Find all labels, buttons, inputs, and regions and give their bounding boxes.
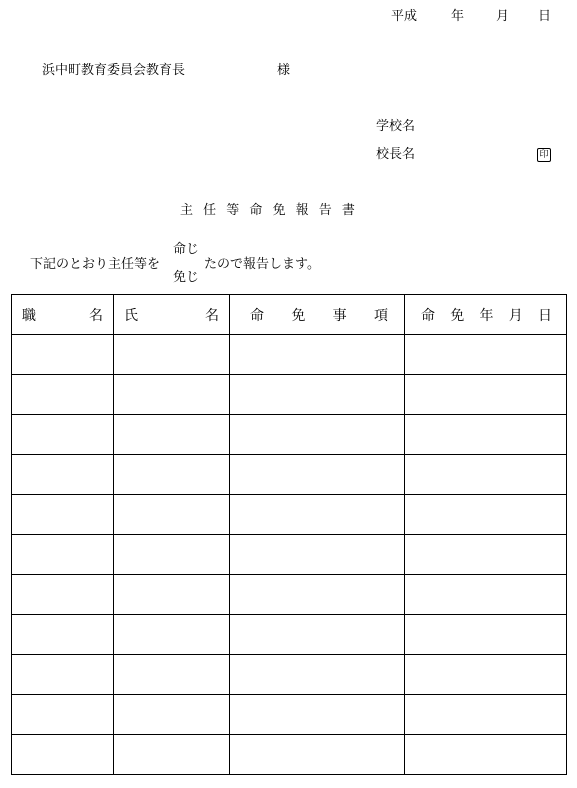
cell-appointment-item[interactable] bbox=[230, 655, 405, 695]
recipient-addressee: 浜中町教育委員会教育長 bbox=[42, 63, 186, 78]
cell-name[interactable] bbox=[114, 575, 230, 615]
table-row bbox=[12, 455, 567, 495]
cell-appointment-item[interactable] bbox=[230, 415, 405, 455]
date-era: 平成 bbox=[391, 9, 418, 24]
cell-position[interactable] bbox=[12, 575, 114, 615]
cell-name[interactable] bbox=[114, 335, 230, 375]
cell-appointment-item[interactable] bbox=[230, 375, 405, 415]
cell-appointment-item[interactable] bbox=[230, 735, 405, 775]
cell-appointment-item[interactable] bbox=[230, 615, 405, 655]
cell-appointment-item[interactable] bbox=[230, 695, 405, 735]
cell-appointment-date[interactable] bbox=[405, 655, 567, 695]
seal-mark: 印 bbox=[537, 148, 551, 162]
cell-position[interactable] bbox=[12, 375, 114, 415]
cell-position[interactable] bbox=[12, 615, 114, 655]
body-suffix: たので報告します。 bbox=[204, 257, 320, 272]
principal-name-label: 校長名 bbox=[376, 147, 416, 162]
recipient-honorific: 様 bbox=[277, 63, 291, 78]
header-position: 職 名 bbox=[12, 295, 114, 335]
cell-position[interactable] bbox=[12, 495, 114, 535]
date-month: 月 bbox=[496, 9, 510, 24]
table-row bbox=[12, 655, 567, 695]
option-dismiss: 免じ bbox=[173, 270, 200, 285]
cell-name[interactable] bbox=[114, 615, 230, 655]
cell-name[interactable] bbox=[114, 415, 230, 455]
cell-name[interactable] bbox=[114, 375, 230, 415]
table-row bbox=[12, 375, 567, 415]
header-appointment-item: 命 免 事 項 bbox=[230, 295, 405, 335]
cell-appointment-item[interactable] bbox=[230, 535, 405, 575]
cell-appointment-date[interactable] bbox=[405, 575, 567, 615]
cell-position[interactable] bbox=[12, 655, 114, 695]
cell-name[interactable] bbox=[114, 495, 230, 535]
cell-name[interactable] bbox=[114, 655, 230, 695]
cell-name[interactable] bbox=[114, 535, 230, 575]
cell-position[interactable] bbox=[12, 415, 114, 455]
cell-position[interactable] bbox=[12, 335, 114, 375]
school-name-label: 学校名 bbox=[376, 119, 416, 134]
cell-position[interactable] bbox=[12, 695, 114, 735]
header-name: 氏 名 bbox=[114, 295, 230, 335]
cell-appointment-item[interactable] bbox=[230, 455, 405, 495]
table-row bbox=[12, 415, 567, 455]
header-appointment-date: 命 免 年 月 日 bbox=[405, 295, 567, 335]
table-row bbox=[12, 735, 567, 775]
cell-appointment-date[interactable] bbox=[405, 375, 567, 415]
cell-position[interactable] bbox=[12, 455, 114, 495]
cell-appointment-date[interactable] bbox=[405, 335, 567, 375]
cell-appointment-item[interactable] bbox=[230, 495, 405, 535]
cell-appointment-date[interactable] bbox=[405, 735, 567, 775]
report-table bbox=[11, 294, 567, 775]
cell-appointment-item[interactable] bbox=[230, 575, 405, 615]
cell-appointment-date[interactable] bbox=[405, 415, 567, 455]
body-prefix: 下記のとおり主任等を bbox=[30, 257, 161, 272]
cell-name[interactable] bbox=[114, 695, 230, 735]
cell-name[interactable] bbox=[114, 735, 230, 775]
date-day: 日 bbox=[538, 9, 552, 24]
table-row bbox=[12, 535, 567, 575]
table-header-row bbox=[12, 295, 567, 335]
document-title: 主 任 等 命 免 報 告 書 bbox=[180, 203, 355, 218]
table-row bbox=[12, 575, 567, 615]
cell-position[interactable] bbox=[12, 735, 114, 775]
cell-appointment-date[interactable] bbox=[405, 535, 567, 575]
option-appoint: 命じ bbox=[173, 242, 200, 257]
cell-appointment-date[interactable] bbox=[405, 455, 567, 495]
cell-appointment-date[interactable] bbox=[405, 615, 567, 655]
table-row bbox=[12, 335, 567, 375]
table-row bbox=[12, 615, 567, 655]
cell-appointment-date[interactable] bbox=[405, 695, 567, 735]
date-year: 年 bbox=[451, 9, 465, 24]
cell-appointment-date[interactable] bbox=[405, 495, 567, 535]
table-row bbox=[12, 695, 567, 735]
table-row bbox=[12, 495, 567, 535]
cell-position[interactable] bbox=[12, 535, 114, 575]
cell-name[interactable] bbox=[114, 455, 230, 495]
cell-appointment-item[interactable] bbox=[230, 335, 405, 375]
